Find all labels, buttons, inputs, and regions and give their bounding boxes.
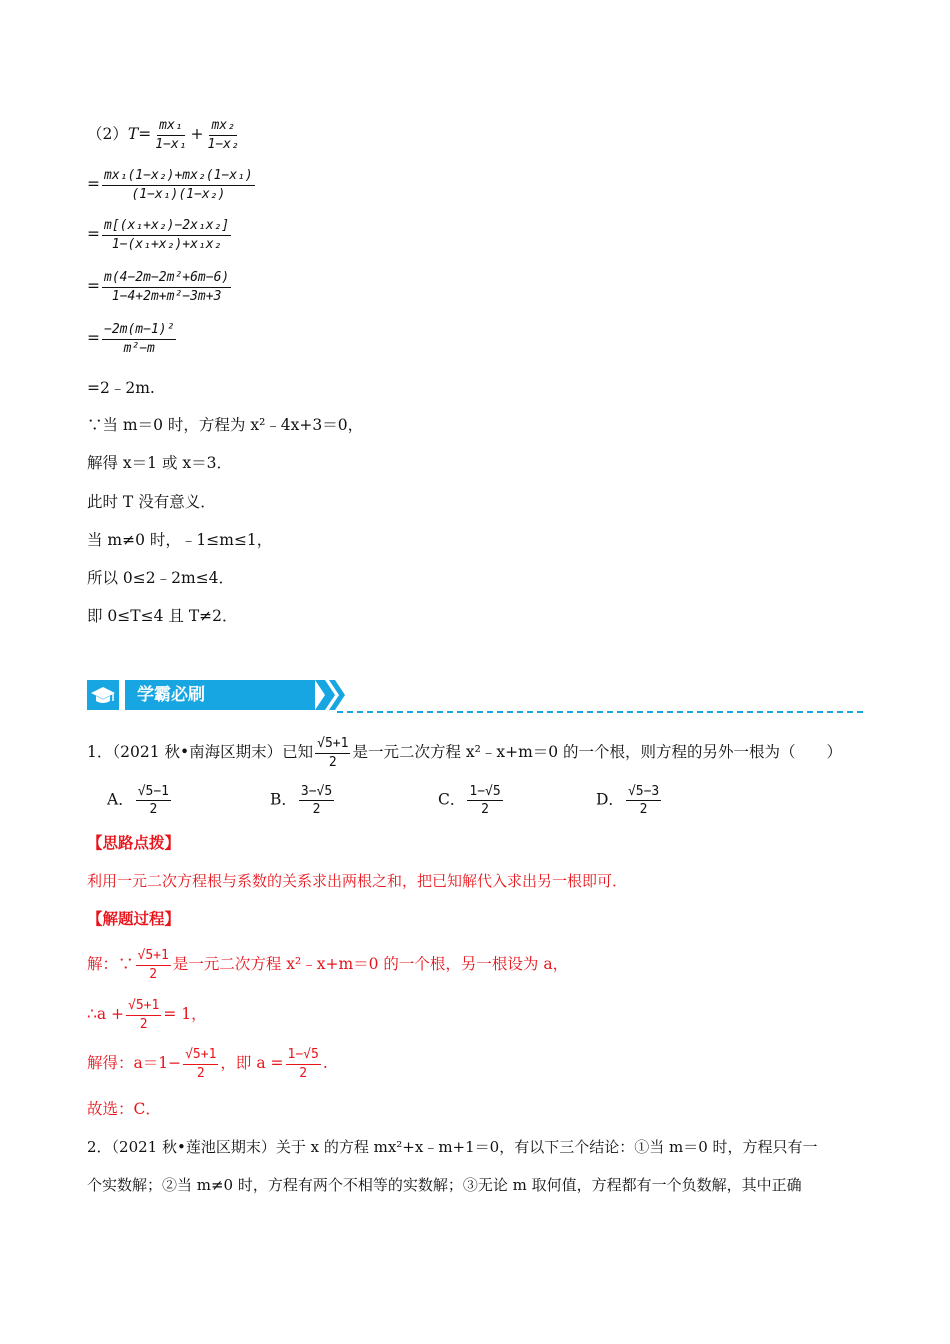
fraction: $\frac{√5+1}{2}$ <box>128 998 160 1032</box>
fraction: $\frac{√5+1}{2}$ <box>317 736 349 770</box>
answer-line: 故选：C． <box>87 1100 161 1118</box>
question-1-stem: 1．（2021 秋•南海区期末）已知 $\frac{√5+1}{2}$ 是一元二次方程 x²﹣x+m＝0 的一个根，则方程的另外一根为（ ） <box>87 736 843 770</box>
derivation-step-3: = $\frac{\text{m(4−2m−2m²+6m−6)}}{\text{1−4+2m+m²−3m+3}}$ <box>87 270 230 304</box>
derivation-step-2: = $\frac{\text{m[(x₁+x₂)−2x₁x₂]}}{\text{1−(x₁+x₂)+x₁x₂}}$ <box>87 218 230 252</box>
derivation-step-0: （2）T= $\frac{\text{mx₁}}{\text{1−x₁}}$ + $\frac{\text{mx₂}}{\text{1−x₂}}$ <box>87 118 239 152</box>
solution-line-2: ∴a + $\frac{√5+1}{2}$ = 1， <box>87 998 207 1032</box>
solution-line-3: 解得：a＝1− $\frac{√5+1}{2}$ ，即 a = $\frac{1-√5}{2}$ . <box>87 1047 328 1081</box>
hint-text: 利用一元二次方程根与系数的关系求出两根之和，把已知解代入求出另一根即可． <box>87 872 628 890</box>
option-b[interactable]: B． $\frac{3-√5}{2}$ <box>270 784 333 817</box>
option-c[interactable]: C． $\frac{1-√5}{2}$ <box>438 784 501 817</box>
fraction: $\frac{√5+1}{2}$ <box>185 1047 217 1081</box>
derivation-step-4: = $\frac{\text{−2m(m−1)²}}{\text{m²−m}}$ <box>87 322 175 356</box>
question-2-line-2: 个实数解；②当 m≠0 时，方程有两个不相等的实数解；③无论 m 取何值，方程都有一个负数解，其中正确 <box>87 1176 802 1194</box>
option-d[interactable]: D． $\frac{√5-3}{2}$ <box>596 784 660 817</box>
question-2-line-1: 2．（2021 秋•莲池区期末）关于 x 的方程 mx²+x﹣m+1＝0，有以下三个结论：①当 m＝0 时，方程只有一 <box>87 1138 818 1156</box>
section-banner <box>87 676 863 714</box>
process-title: 【解题过程】 <box>87 909 181 928</box>
part-label: （2） <box>87 125 128 144</box>
option-a[interactable]: A． $\frac{√5-1}{2}$ <box>107 784 170 817</box>
hint-title: 【思路点拨】 <box>87 833 181 852</box>
chevron-right-icon <box>87 676 347 714</box>
section-title: 学霸必刷 <box>125 680 315 710</box>
fraction: $\frac{1-√5}{2}$ <box>469 784 501 817</box>
derivation-line-4: 当 m≠0 时，﹣1≤m≤1， <box>87 531 273 549</box>
fraction: $\frac{1-√5}{2}$ <box>287 1047 319 1081</box>
solution-line-1: 解：∵ $\frac{√5+1}{2}$ 是一元二次方程 x²﹣x+m＝0 的一个根，另一根设为 a， <box>87 948 569 982</box>
derivation-line-1: ∵当 m＝0 时，方程为 x²﹣4x+3＝0， <box>87 416 364 434</box>
fraction: $\frac{\text{m[(x₁+x₂)−2x₁x₂]}}{\text{1−(x₁+x₂)+x₁x₂}}$ <box>104 218 230 252</box>
fraction: $\frac{\text{mx₂}}{\text{1−x₂}}$ <box>207 118 239 152</box>
fraction: $\frac{√5+1}{2}$ <box>137 948 169 982</box>
derivation-line-3: 此时 T 没有意义． <box>87 493 216 511</box>
derivation-result: =2﹣2m. <box>87 379 155 397</box>
fraction: $\frac{\text{−2m(m−1)²}}{\text{m²−m}}$ <box>104 322 175 356</box>
divider-dashed <box>337 711 863 713</box>
fraction: $\frac{\text{m(4−2m−2m²+6m−6)}}{\text{1−4+2m+m²−3m+3}}$ <box>104 270 230 304</box>
fraction: $\frac{√5-1}{2}$ <box>137 784 170 817</box>
derivation-line-2: 解得 x＝1 或 x＝3． <box>87 454 232 472</box>
derivation-line-5: 所以 0≤2﹣2m≤4． <box>87 569 235 587</box>
fraction: $\frac{√5-3}{2}$ <box>627 784 660 817</box>
derivation-step-1: = $\frac{\text{mx₁(1−x₂)+mx₂(1−x₁)}}{\text{(1−x₁)(1−x₂)}}$ <box>87 168 253 202</box>
fraction: $\frac{3-√5}{2}$ <box>300 784 333 817</box>
fraction: $\frac{\text{mx₁}}{\text{1−x₁}}$ <box>155 118 187 152</box>
fraction: $\frac{\text{mx₁(1−x₂)+mx₂(1−x₁)}}{\text{(1−x₁)(1−x₂)}}$ <box>104 168 253 202</box>
derivation-line-6: 即 0≤T≤4 且 T≠2． <box>87 607 238 625</box>
